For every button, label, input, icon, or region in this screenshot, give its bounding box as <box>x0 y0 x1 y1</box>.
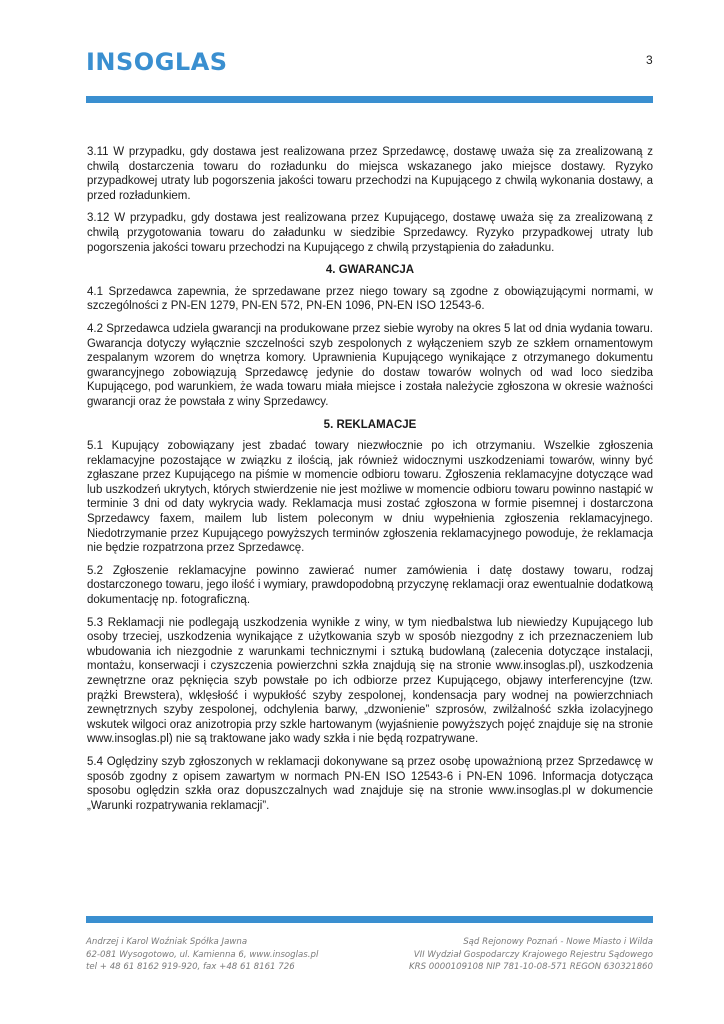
paragraph-5-4: 5.4 Oględziny szyb zgłoszonych w reklamacji dokonywane są przez osobę upoważnioną przez Sprzedawcę w sposób zgodny z opisem zawartym w normach PN-EN ISO 12543-6 i PN-EN 1096. Informacja dotycząca sposobu oględzin szkła oraz dopuszczalnych wad znajduje się na stronie www.insoglas.pl w dokumencie „Warunki rozpatrywania reklamacji”. <box>87 755 653 812</box>
section-heading-warranty: 4. GWARANCJA <box>325 264 415 277</box>
footer-court: Sąd Rejonowy Poznań - Nowe Miasto i Wilda <box>463 937 653 947</box>
footer-department: VII Wydział Gospodarczy Krajowego Rejestru Sądowego <box>413 949 653 960</box>
paragraph-4-2: 4.2 Sprzedawca udziela gwarancji na produkowane przez siebie wyroby na okres 5 lat od dnia wydania towaru. Gwarancja dotyczy wyłącznie szczelności szyb zespolonych z wyłączeniem szyb ze szkłem ornamentowym zespalanym wzorem do wnętrza komory. Uprawnienia Kupującego wynikające z otrzymanego dokumentu gwarancyjnego zobowiązują Sprzedawcę jedynie do dostaw towarów wolnych od wad loco siedziba Kupującego, pod warunkiem, że wada towaru miała miejsce i została należycie zgłoszona w okresie ważności gwarancji oraz że powstała z winy Sprzedawcy. <box>87 322 653 408</box>
paragraph-3-12: 3.12 W przypadku, gdy dostawa jest realizowana przez Kupującego, dostawę uważa się za zrealizowaną z chwilą przygotowania towaru do załadunku w siedzibie Sprzedawcy. Ryzyko przypadkowej utraty lub pogorszenia jakości towaru przechodzi na Kupującego z chwilą przystąpienia do załadunku. <box>87 212 653 254</box>
footer-divider <box>86 916 653 923</box>
paragraph-3-11: 3.11 W przypadku, gdy dostawa jest realizowana przez Sprzedawcę, dostawę uważa się za zrealizowaną z chwilą dostarczenia towaru do rozładunku do miejsca wskazanego jako miejsce dostawy. Ryzyko przypadkowej utraty lub pogorszenia jakości towaru przechodzi na Kupującego z chwilą wykonania dostawy, a przed rozładunkiem. <box>87 146 653 202</box>
section-heading-complaints: 5. REKLAMACJE <box>323 418 417 431</box>
paragraph-5-2: 5.2 Zgłoszenie reklamacyjne powinno zawierać numer zamówienia i datę dostawy towaru, rodzaj dostarczonego towaru, jego ilość i wymiary, prawdopodobną przyczynę reklamacji oraz ewentualnie dodatkową dokumentację np. fotograficzną. <box>87 564 653 607</box>
footer-phone-fax: tel + 48 61 8162 919-920, fax +48 61 8161 726 <box>86 962 295 972</box>
footer-company-name: Andrzej i Karol Woźniak Spółka Jawna <box>86 937 248 947</box>
header-divider <box>86 96 653 103</box>
paragraph-5-3: 5.3 Reklamacji nie podlegają uszkodzenia wynikłe z winy, w tym niedbalstwa lub niewiedzy Kupującego lub osoby trzeciej, uszkodzenia wynikające z użytkowania szyb w sposób niezgodny z ich przeznaczeniem lub wbudowania ich niezgodnie z warunkami technicznymi i sztuką budowlaną (zalecenia dotyczące instalacji, montażu, konserwacji i czyszczenia powierzchni szkła znajdują się na stronie www.insoglas.pl), uszkodzenia zewnętrzne oraz pęknięcia szyb powstałe po ich odbiorze przez Kupującego, objawy interferencyjne (tzw. prążki Brewstera), wklęsłość i wypukłość szyby zespolonej, kondensacja pary wodnej na powierzchniach zewnętrznych szyby zespolonej, odchylenia barwy, „dzwonienie” szprosów, zwilżalność szkła izolacyjnego wskutek wilgoci oraz anizotropia przy szkle hartowanym (wyjaśnienie powyższych pojęć znajduje się na stronie www.insoglas.pl) nie są traktowane jako wady szkła i nie będą rozpatrywane. <box>87 616 653 746</box>
paragraph-4-1: 4.1 Sprzedawca zapewnia, że sprzedawane przez niego towary są zgodne z obowiązującymi normami, w szczególności z PN-EN 1279, PN-EN 572, PN-EN 1096, PN-EN ISO 12543-6. <box>87 285 653 313</box>
paragraph-5-1: 5.1 Kupujący zobowiązany jest zbadać towary niezwłocznie po ich otrzymaniu. Wszelkie zgłoszenia reklamacyjne pozostające w związku z ilością, jak również widocznymi uszkodzeniami towarów, winny być zgłaszane przez Kupującego na piśmie w momencie odbioru towaru. Zgłoszenia reklamacyjne dotyczące wad lub uszkodzeń ukrytych, których stwierdzenie nie jest możliwe w momencie odbioru towaru powinno nastąpić w terminie 3 dni od daty wykrycia wady. Reklamacja musi zostać zgłoszona w formie pisemnej i dostarczona Sprzedawcy faxem, mailem lub listem poleconym w dniu wypełnienia zgłoszenia reklamacyjnego. Niedotrzymanie przez Kupującego powyższych terminów zgłoszenia reklamacyjnego powoduje, że reklamacja nie będzie rozpatrzona przez Sprzedawcę. <box>87 440 653 555</box>
footer-registry-info <box>409 936 653 974</box>
company-logo: INSOGLAS <box>86 48 228 76</box>
footer-address: 62-081 Wysogotowo, ul. Kamienna 6, www.insoglas.pl <box>86 949 319 960</box>
footer-registration-numbers: KRS 0000109108 NIP 781-10-08-571 REGON 630321860 <box>409 962 653 972</box>
document-body <box>87 145 653 821</box>
page-number: 3 <box>646 53 653 67</box>
footer-company-info <box>86 936 318 974</box>
